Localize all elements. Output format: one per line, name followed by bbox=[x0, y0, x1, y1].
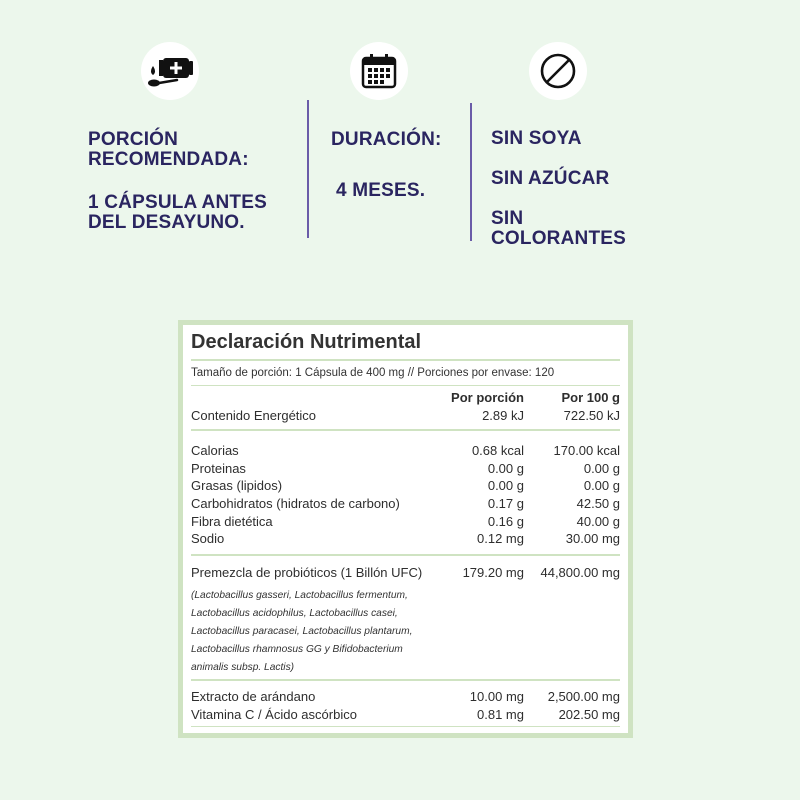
nutrient-per-100g: 42.50 g bbox=[576, 496, 620, 511]
portion-icon-circle bbox=[141, 42, 199, 100]
nutrient-per-serving: 0.81 mg bbox=[477, 707, 524, 722]
nutrient-per-serving: 0.00 g bbox=[487, 461, 524, 476]
nutrient-per-serving: 0.00 g bbox=[487, 478, 524, 493]
nutrient-per-serving: 2.89 kJ bbox=[482, 408, 524, 423]
nutrient-per-serving: 179.20 mg bbox=[462, 565, 524, 580]
duration-value: 4 MESES. bbox=[336, 180, 426, 201]
calendar-icon bbox=[360, 52, 398, 90]
species-line: (Lactobacillus gasseri, Lactobacillus fermentum, bbox=[191, 590, 408, 601]
nutrient-per-100g: 30.00 mg bbox=[565, 531, 620, 546]
nutrient-name: Carbohidratos (hidratos de carbono) bbox=[191, 496, 400, 511]
header-per-100g: Por 100 g bbox=[561, 390, 620, 405]
extra-row bbox=[191, 689, 620, 706]
species-line: Lactobacillus rhamnosus GG y Bifidobacterium bbox=[191, 644, 403, 655]
nutrition-title: Declaración Nutrimental bbox=[191, 331, 422, 353]
bottom-rule bbox=[191, 726, 620, 727]
species-line: Lactobacillus acidophilus, Lactobacillus casei, bbox=[191, 608, 398, 619]
nutrient-name: Contenido Energético bbox=[191, 408, 317, 423]
nutrient-row bbox=[191, 531, 620, 548]
column-headers bbox=[191, 390, 620, 407]
energy-rule bbox=[191, 429, 620, 431]
nutrient-row bbox=[191, 461, 620, 478]
divider-left bbox=[307, 100, 309, 238]
probiotic-rule bbox=[191, 679, 620, 681]
duration-title: DURACIÓN: bbox=[331, 129, 442, 150]
nutrient-row bbox=[191, 514, 620, 531]
nutrient-per-serving: 10.00 mg bbox=[469, 689, 524, 704]
nutrient-per-100g: 0.00 g bbox=[583, 478, 620, 493]
nutrients-rule bbox=[191, 554, 620, 556]
free-from-sugar: SIN AZÚCAR bbox=[491, 168, 610, 189]
medicine-dropper-icon bbox=[145, 50, 195, 92]
nutrient-per-100g: 202.50 mg bbox=[558, 707, 620, 722]
serving-info: Tamaño de porción: 1 Cápsula de 400 mg // Porciones por envase: 120 bbox=[191, 367, 555, 379]
nutrient-per-serving: 0.16 g bbox=[487, 514, 524, 529]
nutrient-name: Vitamina C / Ácido ascórbico bbox=[191, 707, 357, 722]
prohibited-icon bbox=[538, 51, 578, 91]
probiotic-row bbox=[191, 565, 620, 582]
nutrient-row bbox=[191, 478, 620, 495]
nutrient-per-100g: 2,500.00 mg bbox=[547, 689, 620, 704]
nutrient-per-100g: 170.00 kcal bbox=[553, 443, 620, 458]
nutrient-per-100g: 44,800.00 mg bbox=[540, 565, 620, 580]
title-rule bbox=[191, 359, 620, 361]
extra-row bbox=[191, 707, 620, 724]
nutrient-name: Sodio bbox=[191, 531, 225, 546]
nutrition-facts-panel bbox=[178, 320, 633, 738]
nutrient-per-serving: 0.12 mg bbox=[477, 531, 524, 546]
divider-right bbox=[470, 103, 472, 241]
nutrient-row bbox=[191, 496, 620, 513]
nutrient-name: Proteinas bbox=[191, 461, 246, 476]
nutrient-per-serving: 0.68 kcal bbox=[471, 443, 524, 458]
free-from-icon-circle bbox=[529, 42, 587, 100]
nutrient-row bbox=[191, 443, 620, 460]
species-line: Lactobacillus paracasei, Lactobacillus plantarum, bbox=[191, 626, 413, 637]
nutrient-per-100g: 40.00 g bbox=[576, 514, 620, 529]
nutrient-per-100g: 0.00 g bbox=[583, 461, 620, 476]
nutrient-name: Grasas (lipidos) bbox=[191, 478, 283, 493]
duration-icon-circle bbox=[350, 42, 408, 100]
serving-rule bbox=[191, 385, 620, 386]
probiotic-species-list bbox=[191, 587, 451, 677]
nutrient-name: Premezcla de probióticos (1 Billón UFC) bbox=[191, 565, 423, 580]
portion-title: PORCIÓN RECOMENDADA: bbox=[88, 129, 249, 170]
portion-value: 1 CÁPSULA ANTES DEL DESAYUNO. bbox=[88, 192, 267, 233]
nutrient-name: Calorias bbox=[191, 443, 239, 458]
nutrient-name: Fibra dietética bbox=[191, 514, 273, 529]
nutrient-per-serving: 0.17 g bbox=[487, 496, 524, 511]
free-from-soy: SIN SOYA bbox=[491, 128, 582, 149]
energy-row bbox=[191, 408, 620, 425]
nutrient-name: Extracto de arándano bbox=[191, 689, 316, 704]
nutrient-per-100g: 722.50 kJ bbox=[563, 408, 620, 423]
header-per-serving: Por porción bbox=[451, 390, 524, 405]
species-line: animalis subsp. Lactis) bbox=[191, 662, 295, 673]
free-from-colorants: SIN COLORANTES bbox=[491, 208, 626, 249]
